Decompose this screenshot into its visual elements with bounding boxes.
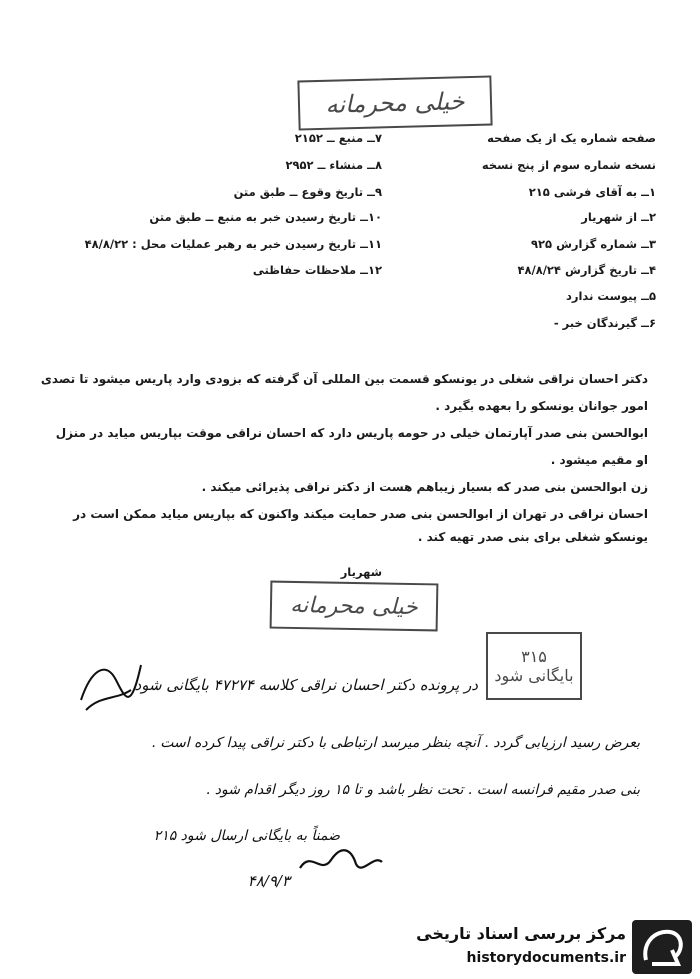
footer-org-name: مرکز بررسی اسناد تاریخی bbox=[416, 924, 626, 943]
archive-logo-icon bbox=[632, 920, 692, 974]
handwritten-note-line: بنی صدر مقیم فرانسه است . تحت نظر باشد و تا ۱۵ روز دیگر اقدام شود . bbox=[205, 782, 640, 798]
received-by-leader-field: ۱۱ــ تاریخ رسیدن خبر به رهبر عملیات محل : ۴۸/۸/۲۲ bbox=[84, 237, 382, 251]
attachment-field: ۵ــ پیوست ندارد bbox=[565, 289, 656, 303]
report-date-field: ۴ــ تاریخ گزارش ۴۸/۸/۲۴ bbox=[517, 263, 656, 277]
body-line: دکتر احسان نراقی شغلی در یونسکو قسمت بین المللی آن گرفته که بزودی وارد پاریس میشود تا تصدی bbox=[40, 372, 648, 386]
recipient-field: ۱ــ به آقای فرشی ۲۱۵ bbox=[528, 185, 656, 199]
footer-url: historydocuments.ir bbox=[466, 950, 626, 966]
handwritten-note-line: بعرض رسید ارزیابی گردد . آنچه بنظر میرسد ارتباطی با دکتر نراقی پیدا کرده است . bbox=[151, 735, 640, 751]
classification-stamp-top bbox=[297, 75, 492, 130]
received-by-source-field: ۱۰ــ تاریخ رسیدن خبر به منبع ــ طبق متن bbox=[149, 210, 382, 224]
body-line: امور جوانان یونسکو را بعهده بگیرد . bbox=[435, 399, 648, 413]
report-number-field: ۳ــ شماره گزارش ۹۲۵ bbox=[531, 237, 656, 251]
archive-number: ۳۱۵ bbox=[521, 647, 547, 666]
signature-text: شهریار bbox=[340, 565, 382, 579]
body-line: ابوالحسن بنی صدر آپارتمان خیلی در حومه پاریس دارد که احسان نراقی موقت بپاریس میاید در منزل bbox=[55, 426, 648, 440]
body-line: او مقیم میشود . bbox=[550, 453, 648, 467]
body-line: زن ابوالحسن بنی صدر که بسیار زیباهم هست از دکتر نراقی پذیرائی میکند . bbox=[201, 480, 648, 494]
archive-stamp bbox=[486, 632, 582, 700]
copy-number-field: نسخه شماره سوم از پنج نسخه bbox=[481, 158, 656, 172]
archive-label: بایگانی شود bbox=[494, 666, 574, 685]
origin-field: ۸ــ منشاء ــ ۲۹۵۲ bbox=[285, 158, 382, 172]
sender-field: ۲ــ از شهریار bbox=[581, 210, 656, 224]
handwritten-signature bbox=[296, 840, 386, 880]
handwritten-archive-note: در پرونده دکتر احسان نراقی کلاسه ۴۷۲۷۴ بایگانی شود bbox=[134, 676, 478, 694]
source-field: ۷ــ منبع ــ ۲۱۵۲ bbox=[294, 131, 382, 145]
handwritten-date: ۴۸/۹/۳ bbox=[247, 872, 290, 890]
classification-stamp-text: خیلی محرمانه bbox=[325, 87, 465, 119]
body-line: یونسکو شغلی برای بنی صدر تهیه کند . bbox=[417, 530, 648, 544]
classification-stamp-text: خیلی محرمانه bbox=[290, 592, 418, 620]
recipients-field: ۶ــ گیرندگان خبر - bbox=[553, 316, 656, 330]
handwritten-scribble bbox=[76, 650, 146, 720]
event-date-field: ۹ــ تاریخ وقوع ــ طبق متن bbox=[233, 185, 382, 199]
handwritten-note-line: ضمناً به بایگانی ارسال شود ۲۱۵ bbox=[153, 828, 340, 844]
page-number-field: صفحه شماره یک از یک صفحه bbox=[487, 131, 656, 145]
security-notes-field: ۱۲ــ ملاحظات حفاظتی bbox=[252, 263, 382, 277]
body-line: احسان نراقی در تهران از ابوالحسن بنی صدر حمایت میکند واکنون که بپاریس میاید ممکن است در bbox=[73, 507, 648, 521]
classification-stamp-mid bbox=[270, 581, 439, 632]
